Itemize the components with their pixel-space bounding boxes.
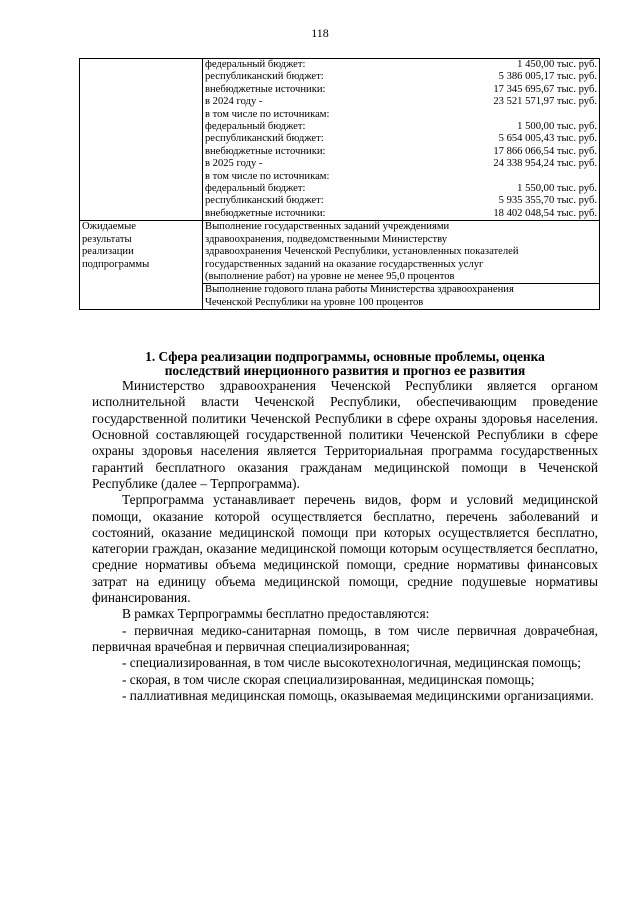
funding-line — [205, 96, 597, 108]
funding-line — [205, 59, 597, 71]
funding-line-label: республиканский бюджет: — [205, 195, 324, 207]
funding-row — [80, 59, 600, 221]
result-line: здравоохранения, подведомственными Министерству — [205, 233, 448, 245]
funding-line — [205, 195, 597, 207]
funding-line-label: в том числе по источникам: — [205, 108, 330, 120]
result-line: здравоохранения Чеченской Республики, установленных показателей — [205, 246, 519, 258]
funding-line-label: в 2024 году - — [205, 96, 263, 108]
funding-line-value: 17 866 066,54 тыс. руб. — [493, 145, 597, 157]
funding-line-label: в том числе по источникам: — [205, 170, 330, 182]
result-line: государственных заданий на оказание государственных услуг — [205, 258, 484, 270]
funding-line-label: федеральный бюджет: — [205, 59, 306, 70]
page-number: 118 — [311, 26, 329, 40]
bullet-item: - паллиативная медицинская помощь, оказываемая медицинскими организациями. — [122, 687, 594, 703]
section-1 — [92, 350, 598, 704]
funding-line — [205, 133, 597, 145]
expected-result-2 — [203, 284, 600, 310]
funding-line — [205, 146, 597, 158]
section-title-line: последствий инерционного развития и прогноз ее развития — [164, 362, 526, 378]
funding-line-value: 24 338 954,24 тыс. руб. — [493, 158, 597, 170]
label-line: результаты — [82, 233, 132, 245]
label-line: реализации — [82, 246, 134, 258]
funding-line — [205, 84, 597, 96]
paragraph: Терпрограмма устанавливает перечень видов, форм и условий медицинской помощи, оказание которой осуществляется бесплатно, перечень заболеваний и состояний, оказание медицинской помощи при которых осуществляется бесплатно, категории граждан, оказание медицинской помощи которым осуществляется бесплатно, средние нормативы объема медицинской помощи, средние нормативы финансовых затрат на единицу объема медицинской помощи, средние подушевые нормативы финансирования. — [92, 492, 598, 606]
funding-line-value: 1 450,00 тыс. руб. — [517, 59, 597, 70]
section-title — [92, 350, 598, 377]
funding-line — [205, 121, 597, 133]
bullet-item: - скорая, в том числе скорая специализированная, медицинская помощь; — [122, 671, 535, 687]
expected-results-row — [80, 221, 600, 284]
paragraph: Министерство здравоохранения Чеченской Республики является органом исполнительной власти Чеченской Республики, обеспечивающим проведение государственной политики Чеченской Республики в сфере охраны здоровья населения. Основной составляющей государственной политики Чеченской Республики в сфере охраны здоровья населения является Территориальная программа государственных гарантий бесплатного оказания гражданам медицинской помощи в Чеченской Республике (далее – Терпрограмма). — [92, 378, 598, 491]
result-line: Выполнение государственных заданий учреждениями — [205, 221, 450, 233]
funding-line — [205, 71, 597, 83]
funding-line-value: 23 521 571,97 тыс. руб. — [493, 96, 597, 108]
funding-label-cell — [80, 59, 203, 221]
funding-line-value: 5 654 005,43 тыс. руб. — [498, 133, 597, 145]
funding-line-value: 1 550,00 тыс. руб. — [517, 183, 597, 195]
funding-line — [205, 158, 597, 170]
funding-line-label: республиканский бюджет: — [205, 71, 324, 83]
funding-line-value: 5 386 005,17 тыс. руб. — [498, 71, 597, 83]
bullet-item: - первичная медико-санитарная помощь, в том числе первичная доврачебная, первичная врачебная и первичная специализированная; — [92, 622, 598, 654]
label-line: подпрограммы — [82, 258, 150, 270]
funding-line-label: внебюджетные источники: — [205, 207, 326, 219]
paragraph: В рамках Терпрограммы бесплатно предоставляются: — [122, 606, 430, 622]
funding-line-label: внебюджетные источники: — [205, 145, 326, 157]
section-title-line: 1. Сфера реализации подпрограммы, основные проблемы, оценка — [145, 349, 545, 364]
funding-line-label: федеральный бюджет: — [205, 121, 306, 133]
funding-line-label: в 2025 году - — [205, 158, 263, 170]
funding-line — [205, 171, 597, 183]
funding-line-value: 1 500,00 тыс. руб. — [517, 121, 597, 133]
result-line: (выполнение работ) на уровне не менее 95,0 процентов — [205, 270, 455, 282]
funding-line-label: республиканский бюджет: — [205, 133, 324, 145]
funding-values-cell — [203, 59, 600, 221]
funding-line-value: 5 935 355,70 тыс. руб. — [498, 195, 597, 207]
label-line: Ожидаемые — [82, 221, 136, 233]
funding-line-label: федеральный бюджет: — [205, 183, 306, 195]
expected-results-label — [80, 221, 203, 310]
result-line: Чеченской Республики на уровне 100 процентов — [205, 296, 424, 308]
funding-line — [205, 208, 597, 220]
result-line: Выполнение годового плана работы Министерства здравоохранения — [205, 284, 514, 296]
funding-line — [205, 183, 597, 195]
funding-line-value: 17 345 695,67 тыс. руб. — [493, 83, 597, 95]
bullet-item: - специализированная, в том числе высокотехнологичная, медицинская помощь; — [122, 655, 581, 671]
expected-result-1 — [203, 221, 600, 284]
subprogram-passport-table — [79, 58, 600, 310]
funding-line-label: внебюджетные источники: — [205, 83, 326, 95]
funding-line — [205, 109, 597, 121]
funding-line-value: 18 402 048,54 тыс. руб. — [493, 207, 597, 219]
